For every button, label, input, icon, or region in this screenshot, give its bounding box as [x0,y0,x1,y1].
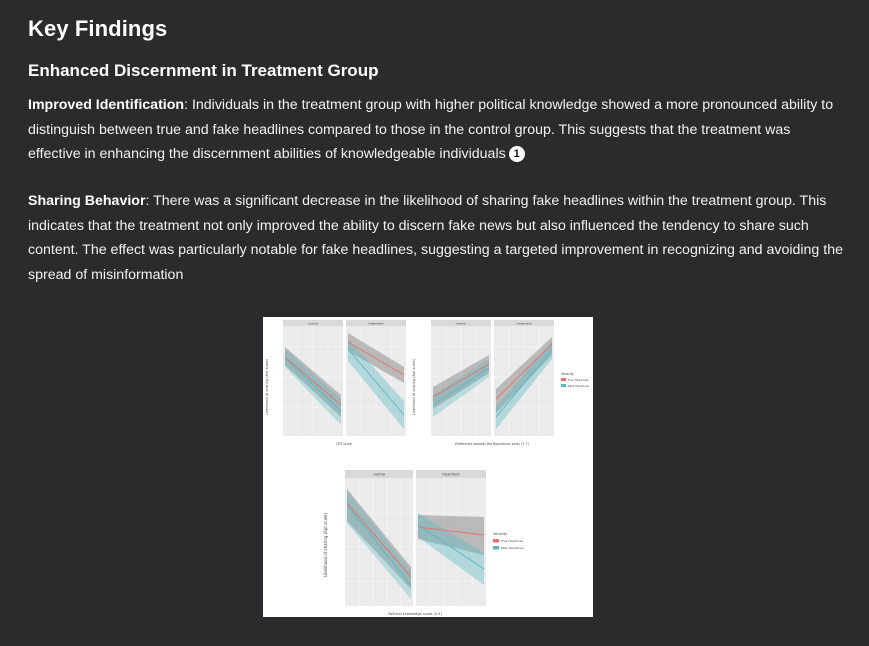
findings-figure [263,317,593,617]
ylabel-republican: Likelihood of sharing (6pt scale) [412,358,416,416]
xlabel-knowledge: Political knowledge score (0-5) [388,612,442,616]
finding-improved-identification [28,93,843,167]
plot-crt [265,320,406,446]
legend-swatch-fake [561,384,566,387]
strip-label: control [372,472,386,477]
citation-badge[interactable]: 1 [509,146,525,162]
legend-item: True Headlines [501,539,524,543]
legend-swatch-fake [493,546,499,550]
figure-plot [263,317,593,617]
strip-label: treatment [516,321,532,326]
ylabel-crt: Likelihood of sharing (6pt scale) [265,358,269,416]
xlabel-crt: CRT score [336,442,352,446]
xlabel-republican: Preference towards the Republican party (1-7) [455,442,529,446]
strip-label: treatment [368,321,384,326]
finding-heading: Improved Identification [28,97,185,113]
page-title: Key Findings [28,16,168,41]
legend-item: Fake Headlines [568,384,590,388]
legend-item: True Headlines [568,378,589,382]
legend-item: Fake Headlines [501,546,524,550]
finding-text: : Individuals in the treatment group with higher political knowledge showed a more pronounced ability to distinguish between true and fake headlines compared to those in the control group. This suggests that the treatment was effective in enhancing the discernment abilities of knowledgeable individuals [28,97,834,162]
strip-label: treatment [442,472,460,477]
strip-label: control [307,321,319,326]
finding-sharing-behavior [28,189,843,287]
strip-label: control [455,321,467,326]
legend-title: Veracity [493,532,508,536]
legend-title: Veracity [561,372,574,376]
legend-swatch-true [493,539,499,543]
plot-political-knowledge [323,470,524,616]
finding-heading: Sharing Behavior [28,193,146,209]
finding-text: : There was a significant decrease in the likelihood of sharing fake headlines within the treatment group. This indicates that the treatment not only improved the ability to discern fake news but also influenced the tendency to share such content. The effect was particularly notable for fake headlines, suggesting a targeted improvement in recognizing and avoiding the spread of misinformation [28,193,843,283]
ylabel-knowledge: Likelihood of sharing (6pt scale) [323,512,328,578]
section-subtitle: Enhanced Discernment in Treatment Group [28,61,379,80]
plot-republican [412,320,590,446]
legend-swatch-true [561,378,566,381]
